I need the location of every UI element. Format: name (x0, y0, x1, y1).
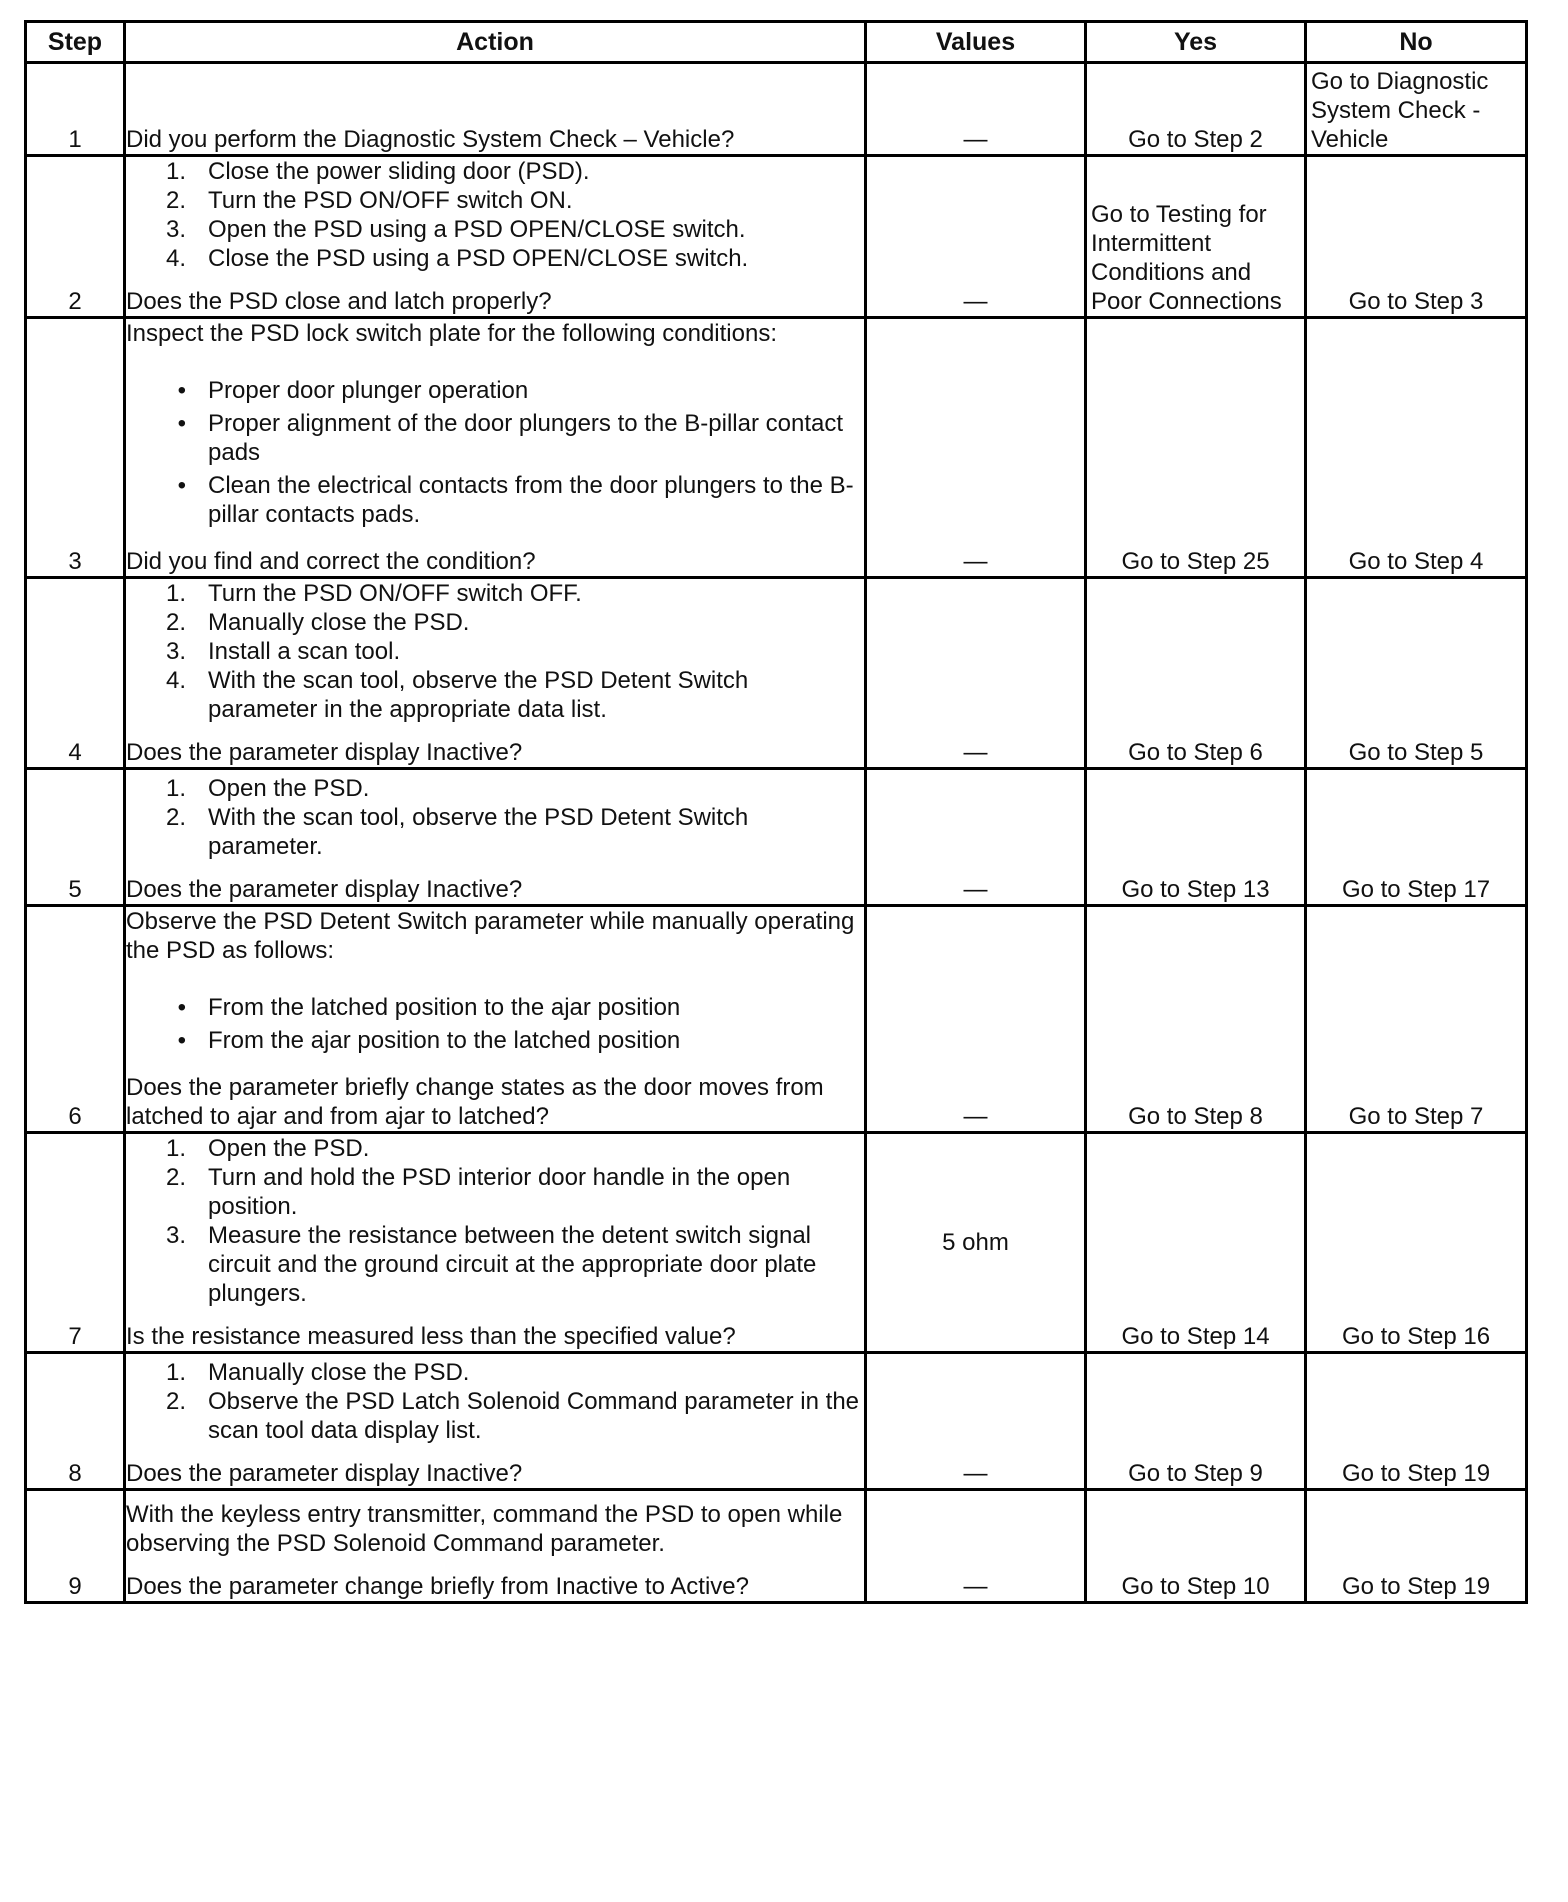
action-question: Does the parameter display Inactive? (126, 1460, 523, 1487)
table-row (26, 1353, 1527, 1490)
list-item: 3. Measure the resistance between the detent switch signal circuit and the ground circuit at the appropriate door plate plungers. (165, 1222, 817, 1307)
list-item: • Proper alignment of the door plungers to the B-pillar contact pads (177, 410, 844, 466)
action-question: Is the resistance measured less than the specified value? (126, 1323, 736, 1350)
action-steps (126, 774, 864, 861)
table-row (26, 769, 1527, 906)
no-cell: Go to Step 5 (1306, 578, 1527, 769)
action-question: Does the parameter change briefly from Inactive to Active? (126, 1573, 749, 1600)
values-cell: — (866, 156, 1086, 318)
action-bullets (126, 376, 864, 529)
table-row (26, 156, 1527, 318)
list-item: 2. Manually close the PSD. (165, 609, 470, 636)
action-cell (125, 578, 866, 769)
list-item: • From the ajar position to the latched position (177, 1027, 681, 1054)
table-row (26, 578, 1527, 769)
action-question: Does the parameter display Inactive? (126, 876, 523, 903)
list-item: 3. Open the PSD using a PSD OPEN/CLOSE switch. (165, 216, 746, 243)
values-cell: — (866, 769, 1086, 906)
action-text: Observe the PSD Detent Switch parameter while manually operating the PSD as follows: (126, 908, 855, 964)
action-cell (125, 1490, 866, 1603)
yes-cell: Go to Step 10 (1086, 1490, 1306, 1603)
list-item: • Clean the electrical contacts from the door plungers to the B-pillar contacts pads. (177, 472, 854, 528)
action-steps (126, 1358, 864, 1445)
step-number: 6 (26, 906, 125, 1133)
values-cell: — (866, 318, 1086, 578)
header-step: Step (26, 22, 125, 63)
yes-cell: Go to Testing for Intermittent Conditions and Poor Connections (1086, 156, 1306, 318)
list-item: 1. Open the PSD. (165, 775, 370, 802)
list-item: 1. Close the power sliding door (PSD). (165, 158, 590, 185)
step-number: 5 (26, 769, 125, 906)
header-yes: Yes (1086, 22, 1306, 63)
step-number: 8 (26, 1353, 125, 1490)
list-item: 2. With the scan tool, observe the PSD Detent Switch parameter. (165, 804, 749, 860)
action-cell (125, 156, 866, 318)
step-number: 9 (26, 1490, 125, 1603)
values-cell: 5 ohm (866, 1133, 1086, 1353)
yes-cell: Go to Step 25 (1086, 318, 1306, 578)
action-steps (126, 1134, 864, 1308)
table-row (26, 1490, 1527, 1603)
yes-cell: Go to Step 2 (1086, 63, 1306, 156)
yes-cell: Go to Step 13 (1086, 769, 1306, 906)
yes-cell: Go to Step 6 (1086, 578, 1306, 769)
list-item: • Proper door plunger operation (177, 377, 529, 404)
no-cell: Go to Step 19 (1306, 1490, 1527, 1603)
list-item: 2. Observe the PSD Latch Solenoid Command parameter in the scan tool data display list. (165, 1388, 860, 1444)
list-item: 2. Turn the PSD ON/OFF switch ON. (165, 187, 573, 214)
no-cell: Go to Step 16 (1306, 1133, 1527, 1353)
action-cell (125, 769, 866, 906)
action-bullets (126, 993, 864, 1055)
action-steps (126, 579, 864, 724)
action-text: Did you perform the Diagnostic System Check – Vehicle? (126, 126, 735, 153)
action-cell (125, 906, 866, 1133)
action-cell (125, 1353, 866, 1490)
step-number: 2 (26, 156, 125, 318)
values-cell: — (866, 1490, 1086, 1603)
table-row (26, 906, 1527, 1133)
yes-cell: Go to Step 9 (1086, 1353, 1306, 1490)
no-cell: Go to Step 3 (1306, 156, 1527, 318)
values-cell: — (866, 63, 1086, 156)
table-row (26, 318, 1527, 578)
step-number: 4 (26, 578, 125, 769)
yes-cell: Go to Step 14 (1086, 1133, 1306, 1353)
action-text: With the keyless entry transmitter, command the PSD to open while observing the PSD Solenoid Command parameter. (126, 1501, 843, 1557)
list-item: 1. Manually close the PSD. (165, 1359, 470, 1386)
header-no: No (1306, 22, 1527, 63)
step-number: 7 (26, 1133, 125, 1353)
action-question: Does the parameter display Inactive? (126, 739, 523, 766)
diagnostic-table (24, 20, 1528, 1604)
no-cell: Go to Step 4 (1306, 318, 1527, 578)
values-cell: — (866, 1353, 1086, 1490)
action-cell (125, 1133, 866, 1353)
no-cell: Go to Step 7 (1306, 906, 1527, 1133)
action-text: Inspect the PSD lock switch plate for the following conditions: (126, 320, 777, 347)
list-item: • From the latched position to the ajar position (177, 994, 681, 1021)
list-item: 4. With the scan tool, observe the PSD Detent Switch parameter in the appropriate data list. (165, 667, 749, 723)
action-steps (126, 157, 864, 273)
values-cell: — (866, 578, 1086, 769)
header-row (26, 22, 1527, 63)
step-number: 3 (26, 318, 125, 578)
list-item: 1. Open the PSD. (165, 1135, 370, 1162)
list-item: 1. Turn the PSD ON/OFF switch OFF. (165, 580, 582, 607)
action-cell (125, 63, 866, 156)
header-action: Action (125, 22, 866, 63)
action-question: Did you find and correct the condition? (126, 548, 536, 575)
list-item: 4. Close the PSD using a PSD OPEN/CLOSE switch. (165, 245, 749, 272)
no-cell: Go to Step 19 (1306, 1353, 1527, 1490)
action-question: Does the parameter briefly change states as the door moves from latched to ajar and from ajar to latched? (126, 1074, 824, 1130)
yes-cell: Go to Step 8 (1086, 906, 1306, 1133)
no-cell: Go to Step 17 (1306, 769, 1527, 906)
step-number: 1 (26, 63, 125, 156)
table-row (26, 1133, 1527, 1353)
table-row (26, 63, 1527, 156)
values-cell: — (866, 906, 1086, 1133)
action-question: Does the PSD close and latch properly? (126, 288, 552, 315)
header-values: Values (866, 22, 1086, 63)
no-cell: Go to Diagnostic System Check - Vehicle (1306, 63, 1527, 156)
list-item: 2. Turn and hold the PSD interior door handle in the open position. (165, 1164, 791, 1220)
list-item: 3. Install a scan tool. (165, 638, 401, 665)
action-cell (125, 318, 866, 578)
